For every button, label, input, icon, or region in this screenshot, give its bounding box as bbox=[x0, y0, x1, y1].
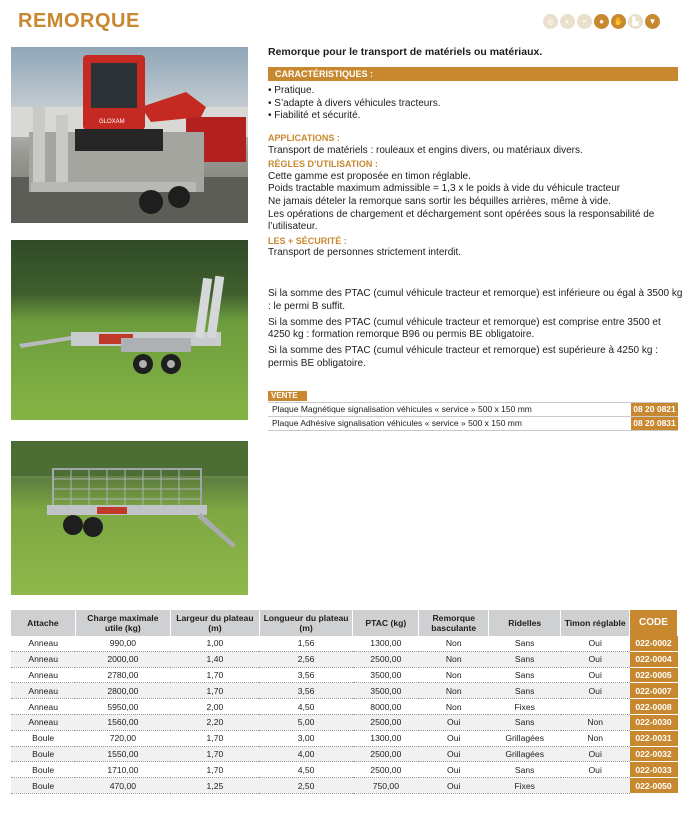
glasses-icon: ◎ bbox=[543, 14, 558, 29]
rules-heading: RÈGLES D’UTILISATION : bbox=[268, 159, 378, 170]
table-cell: 1300,00 bbox=[353, 636, 419, 651]
col-header: Longueur du plateau (m) bbox=[259, 610, 352, 636]
list-item: • S’adapte à divers véhicules tracteurs. bbox=[268, 97, 441, 109]
table-cell: Non bbox=[419, 651, 488, 667]
table-cell: Grillagées bbox=[488, 746, 560, 762]
table-cell: 1300,00 bbox=[353, 730, 419, 746]
table-row bbox=[11, 714, 678, 730]
table-cell bbox=[561, 699, 630, 715]
rules-text-3: Ne jamais dételer la remorque sans sortir les béquilles arrières, même à vide. bbox=[268, 195, 611, 207]
table-cell: 720,00 bbox=[75, 730, 170, 746]
table-cell: Anneau bbox=[11, 636, 75, 651]
rules-text-2: Poids tractable maximum admissible = 1,3 x le poids à vide du véhicule tracteur bbox=[268, 183, 621, 195]
list-item: • Pratique. bbox=[268, 85, 315, 96]
table-cell: 1,56 bbox=[259, 636, 352, 651]
applications-heading: APPLICATIONS : bbox=[268, 133, 340, 143]
code-cell: 022-0032 bbox=[630, 746, 678, 762]
table-cell: 2500,00 bbox=[353, 746, 419, 762]
rules-text-1: Cette gamme est proposée en timon réglable. bbox=[268, 170, 471, 182]
table-cell: 2000,00 bbox=[75, 651, 170, 667]
table-cell: 2500,00 bbox=[353, 762, 419, 778]
permit-text-1: Si la somme des PTAC (cumul véhicule tracteur et remorque) est inférieure ou égal à 3500 kg : le permi B suffit. bbox=[268, 288, 683, 312]
table-cell: 1,70 bbox=[170, 667, 259, 683]
vente-row bbox=[268, 417, 678, 431]
table-cell: Boule bbox=[11, 762, 75, 778]
col-header: Timon réglable bbox=[561, 610, 630, 636]
characteristics-list bbox=[268, 85, 683, 123]
table-cell: Anneau bbox=[11, 683, 75, 699]
table-cell: 3,00 bbox=[259, 730, 352, 746]
safety-icons bbox=[543, 14, 660, 29]
table-cell: 1,00 bbox=[170, 636, 259, 651]
permit-text-2: Si la somme des PTAC (cumul véhicule tracteur et remorque) est comprise entre 3500 et 4250 kg : formation remorque B96 ou permis BE obligatoire. bbox=[268, 316, 661, 341]
table-cell: Anneau bbox=[11, 667, 75, 683]
table-cell: 3,56 bbox=[259, 683, 352, 699]
col-header: CODE bbox=[630, 610, 678, 636]
spec-table bbox=[11, 610, 678, 794]
table-cell: 750,00 bbox=[353, 778, 419, 794]
table-cell bbox=[561, 778, 630, 794]
table-cell: 2,50 bbox=[259, 778, 352, 794]
table-cell: 2780,00 bbox=[75, 667, 170, 683]
table-cell: 4,50 bbox=[259, 762, 352, 778]
table-cell: 3500,00 bbox=[353, 683, 419, 699]
vente-code: 08 20 0821 bbox=[631, 403, 678, 416]
table-row bbox=[11, 683, 678, 699]
table-cell: Boule bbox=[11, 730, 75, 746]
table-cell: Sans bbox=[488, 714, 560, 730]
table-cell: Sans bbox=[488, 651, 560, 667]
table-cell: Oui bbox=[419, 746, 488, 762]
table-cell: 2,00 bbox=[170, 699, 259, 715]
vente-label: Plaque Adhésive signalisation véhicules « service » 500 x 150 mm bbox=[272, 418, 522, 428]
table-cell: Sans bbox=[488, 762, 560, 778]
table-row bbox=[11, 667, 678, 683]
table-row bbox=[11, 699, 678, 715]
table-cell: Oui bbox=[419, 714, 488, 730]
mask-icon: ● bbox=[594, 14, 609, 29]
table-cell: Non bbox=[419, 636, 488, 651]
table-cell: Oui bbox=[561, 683, 630, 699]
table-cell: 3500,00 bbox=[353, 667, 419, 683]
table-cell: 4,00 bbox=[259, 746, 352, 762]
table-cell: Boule bbox=[11, 778, 75, 794]
table-cell: Oui bbox=[561, 667, 630, 683]
code-cell: 022-0033 bbox=[630, 762, 678, 778]
table-cell: 1,70 bbox=[170, 730, 259, 746]
characteristics-heading: CARACTÉRISTIQUES : bbox=[268, 67, 678, 81]
product-headline: Remorque pour le transport de matériels ou matériaux. bbox=[268, 46, 543, 58]
table-cell: 1710,00 bbox=[75, 762, 170, 778]
safety-heading: LES + SÉCURITÉ : bbox=[268, 235, 347, 246]
table-row bbox=[11, 730, 678, 746]
table-cell: 1,70 bbox=[170, 683, 259, 699]
table-cell: Anneau bbox=[11, 699, 75, 715]
col-header: PTAC (kg) bbox=[353, 610, 419, 636]
table-cell: 2500,00 bbox=[353, 714, 419, 730]
table-cell: Anneau bbox=[11, 651, 75, 667]
safety-vest-icon: ▼ bbox=[645, 14, 660, 29]
code-cell: 022-0005 bbox=[630, 667, 678, 683]
code-cell: 022-0030 bbox=[630, 714, 678, 730]
photo-plant-trailer bbox=[11, 240, 248, 420]
table-cell: Non bbox=[419, 667, 488, 683]
table-cell: 470,00 bbox=[75, 778, 170, 794]
vente-code: 08 20 0831 bbox=[631, 417, 678, 430]
table-row bbox=[11, 636, 678, 651]
table-row bbox=[11, 746, 678, 762]
ear-protection-icon: ◐ bbox=[560, 14, 575, 29]
table-cell: 2800,00 bbox=[75, 683, 170, 699]
vente-label: Plaque Magnétique signalisation véhicules « service » 500 x 150 mm bbox=[272, 404, 532, 414]
vente-tag: VENTE bbox=[268, 391, 307, 401]
table-cell: Fixes bbox=[488, 778, 560, 794]
table-cell: Sans bbox=[488, 683, 560, 699]
table-cell: 5,00 bbox=[259, 714, 352, 730]
helmet-icon: ◓ bbox=[577, 14, 592, 29]
code-cell: 022-0008 bbox=[630, 699, 678, 715]
table-cell: 1560,00 bbox=[75, 714, 170, 730]
glove-icon: ✋ bbox=[611, 14, 626, 29]
table-cell: 3,56 bbox=[259, 667, 352, 683]
safety-text: Transport de personnes strictement interdit. bbox=[268, 247, 462, 259]
table-cell: 5950,00 bbox=[75, 699, 170, 715]
table-cell: Sans bbox=[488, 667, 560, 683]
table-cell: Anneau bbox=[11, 714, 75, 730]
table-cell: 1,70 bbox=[170, 746, 259, 762]
table-cell: Non bbox=[419, 699, 488, 715]
table-cell: Oui bbox=[561, 651, 630, 667]
vente-row bbox=[268, 403, 678, 417]
table-cell: 2500,00 bbox=[353, 651, 419, 667]
table-cell: Oui bbox=[561, 762, 630, 778]
code-cell: 022-0004 bbox=[630, 651, 678, 667]
col-header: Remorque basculante bbox=[419, 610, 488, 636]
table-cell: 8000,00 bbox=[353, 699, 419, 715]
table-cell: 1,25 bbox=[170, 778, 259, 794]
code-cell: 022-0050 bbox=[630, 778, 678, 794]
table-cell: 1,70 bbox=[170, 762, 259, 778]
table-cell: Fixes bbox=[488, 699, 560, 715]
table-cell: 2,20 bbox=[170, 714, 259, 730]
table-row bbox=[11, 762, 678, 778]
table-row bbox=[11, 778, 678, 794]
brand-label: GLOXAM bbox=[99, 119, 125, 125]
table-cell: 2,56 bbox=[259, 651, 352, 667]
table-cell: 4,50 bbox=[259, 699, 352, 715]
col-header: Ridelles bbox=[488, 610, 560, 636]
table-cell: Non bbox=[561, 714, 630, 730]
table-cell: 990,00 bbox=[75, 636, 170, 651]
table-cell: Sans bbox=[488, 636, 560, 651]
table-cell: Non bbox=[419, 683, 488, 699]
table-cell: 1,40 bbox=[170, 651, 259, 667]
code-cell: 022-0007 bbox=[630, 683, 678, 699]
table-cell: Non bbox=[561, 730, 630, 746]
col-header: Charge maximale utile (kg) bbox=[75, 610, 170, 636]
table-cell: Oui bbox=[419, 762, 488, 778]
table-cell: Oui bbox=[561, 746, 630, 762]
applications-section bbox=[268, 132, 683, 260]
table-row bbox=[11, 651, 678, 667]
permit-text-3: Si la somme des PTAC (cumul véhicule tracteur et remorque) est supérieure à 4250 kg : permis BE obligatoire. bbox=[268, 345, 658, 369]
vente-table bbox=[268, 402, 678, 431]
rules-text-4: Les opérations de chargement et déchargement sont opérées sous la responsabilité de l’utilisateur. bbox=[268, 208, 655, 233]
photo-mesh-trailer bbox=[11, 441, 248, 595]
page-title: REMORQUE bbox=[18, 10, 140, 32]
table-cell: Oui bbox=[419, 778, 488, 794]
col-header: Attache bbox=[11, 610, 75, 636]
col-header: Largeur du plateau (m) bbox=[170, 610, 259, 636]
code-cell: 022-0002 bbox=[630, 636, 678, 651]
table-cell: Oui bbox=[561, 636, 630, 651]
applications-text: Transport de matériels : rouleaux et engins divers, ou matériaux divers. bbox=[268, 144, 583, 156]
table-header-row bbox=[11, 610, 678, 636]
table-cell: Grillagées bbox=[488, 730, 560, 746]
list-item: • Fiabilité et sécurité. bbox=[268, 110, 361, 122]
boot-icon: ▙ bbox=[628, 14, 643, 29]
table-cell: Oui bbox=[419, 730, 488, 746]
table-cell: Boule bbox=[11, 746, 75, 762]
photo-trailer-with-excavator bbox=[11, 47, 248, 223]
permit-section bbox=[268, 288, 683, 371]
table-cell: 1550,00 bbox=[75, 746, 170, 762]
code-cell: 022-0031 bbox=[630, 730, 678, 746]
